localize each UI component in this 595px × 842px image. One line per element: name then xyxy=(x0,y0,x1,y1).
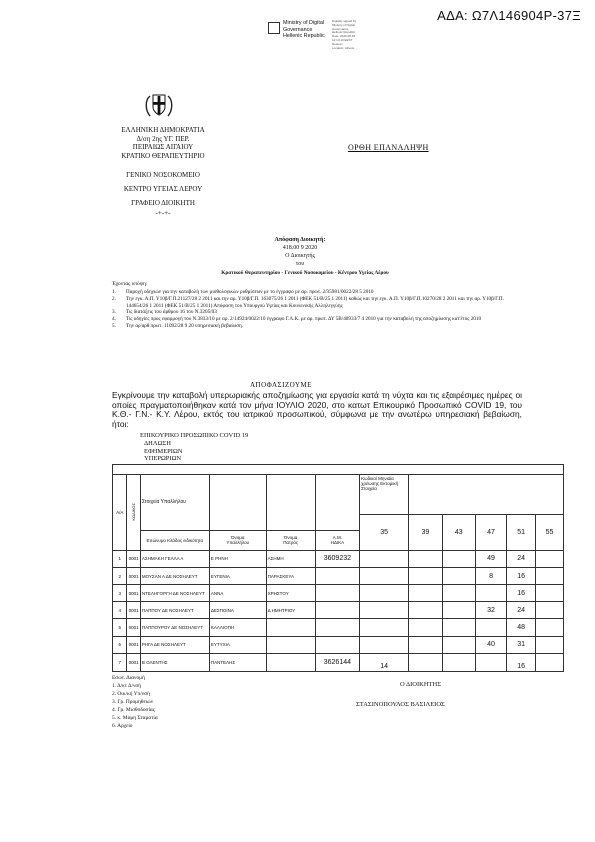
gov-signature-details: Digitally signed by Ministry of Digital Governance, Hellenic Republic Date: 2020.08.18 12:13:10 EEST Reason: Location: Athens xyxy=(332,19,357,50)
table-header-row-2: 35 39 43 47 51 55 xyxy=(113,515,564,530)
table-row: 2 0001 ΜΟΥΣΑΝ Α ΔΕ ΝΟΣΗΛΕΥΤ ΕΥΓΕΝΙΑ ΠΑΡΑΣΚΕΥΑ 8 16 xyxy=(113,567,564,584)
institution-line: Κρατικού Θεραπευτηρίου - Γενικού Νοσοκομείου - Κέντρου Υγείας Λέρου xyxy=(221,270,389,276)
considering-label: Έχοντας υπόψη: xyxy=(112,281,148,287)
header-right-title: ΟΡΘΗ ΕΠΑΝΑΛΗΨΗ xyxy=(348,143,429,152)
header-left-organization: ΕΛΛΗΝΙΚΗ ΔΗΜΟΚΡΑΤΙΑ Δ/ση 2ης ΥΓ. ΠΕΡ. ΠΕΙΡΑΙΩΣ ΑΙΓΑΙΟΥ ΚΡΑΤΙΚΟ ΘΕΡΑΠΕΥΤΗΡΙΟ xyxy=(121,126,205,160)
header-left-department: ΓΕΝΙΚΟ ΝΟΣΟΚΟΜΕΙΟ ΚΕΝΤΡΟ ΥΓΕΙΑΣ ΛΕΡΟΥ ΓΡΑΦΕΙΟ ΔΙΟΙΚΗΤΗ -+-+- xyxy=(123,171,203,217)
header-aa: Α/Α xyxy=(113,475,127,551)
gov-logo-icon xyxy=(268,22,280,34)
table-caption: ΕΠΙΚΟΥΡΙΚΟ ΠΡΟΣΩΠΙΚΟ COVID 19 ΔΗΛΩΣΗ ΕΦΗΜΕΡΙΩΝ ΥΠΕΡΩΡΙΩΝ xyxy=(140,432,249,463)
table-header-row-1 xyxy=(113,475,564,515)
gov-signature-names: Ministry of Digital Governance Hellenic Republic xyxy=(283,20,325,40)
header-father: Όνομα Πατρός xyxy=(266,530,315,550)
table-row: 6 0001 ΡΗΓΑ ΔΕ ΝΟΣΗΛΕΥΤ ΕΥΤΥΧΙΑ 40 31 xyxy=(113,636,564,653)
ada-code: ΑΔΑ: Ω7Λ146904Ρ-37Ξ xyxy=(437,8,581,23)
table-row: 5 0001 ΠΑΠΠΟΥΡΟΥ ΔΕ ΝΟΣΗΛΕΥΤ ΚΑΛΛΙΟΠΗ 48 xyxy=(113,619,564,636)
list-item: 2. Την εγκ. Α.Π. Υ10β/Γ.Π.21127/28 2 2011 και την αρ. Υ10β/Γ.Π. 163075/26 1 2011 (ΦΕΚ 51/Β/25 1 2011) καθώς και την εγκ. Α.Π. Υ10β/Γ.Π.10270/28 2 2011 και την αρ. Υ10β/Γ.Π. 144654/26 1 2011 (ΦΕΚ 51/Β/25 1 2011) Απόφαση του Υπουργού Υγείας και Κοινωνικής Αλληλεγγύης xyxy=(112,295,504,309)
list-item: 4. Τις οδηγίες προς εφαρμογή του Ν.3833/10 με αρ. 2/14924/0022/10 έγγραφο Γ.Λ.Κ. με αρ. πρωτ. ΔΥ 5Β/40933/7 4 2010 για την καταβολή της αποζημίωσης κατ'έτος 2010 xyxy=(112,316,482,323)
greek-emblem-icon xyxy=(142,90,176,120)
table-row: 1 0001 ΑΣΗΜΑΚΗ ΓΕΛΛΑ Α Ε ΡΗΝΗ ΑΣΗΜΗ 3609232 49 24 xyxy=(113,550,564,567)
decision-title: ΑΠΟΦΑΣΙΖΟΥΜΕ xyxy=(250,381,312,389)
table-row: 3 0001 ΝΤΕΛΗΓΟΡΓΗ ΔΕ ΝΟΣΗΛΕΥΤ ΑΝΝΑ ΧΡΗΣΤΟΥ 16 xyxy=(113,585,564,602)
header-surname: Επώνυμο Κλάδος ειδικότητα xyxy=(140,530,209,550)
header-code: ΚΩΔΙΚΟΣ xyxy=(127,475,140,551)
overtime-table xyxy=(112,464,564,672)
header-name: Όνομα Υπαλλήλου xyxy=(209,530,266,550)
table-row: 4 0001 ΠΑΠΠΟΥ ΔΕ ΝΟΣΗΛΕΥΤ ΔΕΣΠΟΙΝΑ Δ ΗΜΗΤΡΙΟΥ 32 24 xyxy=(113,602,564,619)
list-item: 3. Τις διατάξεις του άρθρου 16 του Ν.3205/03 xyxy=(112,309,217,316)
header-am: Α.Μ. ΗΔΙΚΑ xyxy=(315,530,360,550)
director-name: ΣΤΑΣΙΝΟΠΟΥΛΟΣ ΒΑΣΙΛΕΙΟΣ xyxy=(356,701,445,708)
decision-header: Απόφαση Διοικητή: 418.00 9 2020 Ο Διοικητής του xyxy=(274,237,326,267)
considerations-list xyxy=(112,289,522,330)
table-header-empty-row xyxy=(113,465,564,475)
header-charge-codes: Κωδικοί Μηνιαία χρέωσης Εκτομική Στοιχεία xyxy=(360,475,409,515)
list-item: 1. Παροχή οδηγιών για την καταβολή των μισθολογικών ρυθμίσεων με το έγγραφο με αρ. πρωτ. 2/35981/0022/28 5 2010 xyxy=(112,289,374,295)
director-title: Ο ΔΙΟΙΚΗΤΗΣ xyxy=(400,681,441,688)
list-item: 5. Την αρ'αρθ.πρωτ. 11092/28 9 20 υπηρεσιακή βεβαίωση. xyxy=(112,322,244,329)
table-row: 7 0001 Β ΟΛΕΝΤΗΣ ΠΑΝΤΕΛΗΣ 3626144 14 16 xyxy=(113,653,564,671)
decision-body: Εγκρίνουμε την καταβολή υπερωριακής αποζημίωσης για εργασία κατά τη νύχτα και τις εξαιρέσιμες ημέρες οι οποίες πραγματοποιήθηκαν κατά τον μήνα ΙΟΥΛΙΟ 2020, στο κατωτ Επικουρικό Προσωπικό COVID 19, του Κ.Θ.- Γ.Ν.- Κ.Υ. Λέρου, εκτός του ιατρικού προσωπικού, σύμφωνα με την ανωτέρω υπηρεσιακή βεβαίωση, ήτοι: xyxy=(112,390,522,429)
header-employee-data: Στοιχεία Υπαλλήλου xyxy=(140,475,209,531)
distribution-list: Εσωτ. Διανομή 1. Δ/κτ Δ/νσή 2. Οικ/κή Υπ/νσή 3. Γρ. Προμηθειών 4. Γρ. Μισθοδοσίας 5. κ. Μαμη Σταματία 6. Αρχείο xyxy=(112,675,158,729)
